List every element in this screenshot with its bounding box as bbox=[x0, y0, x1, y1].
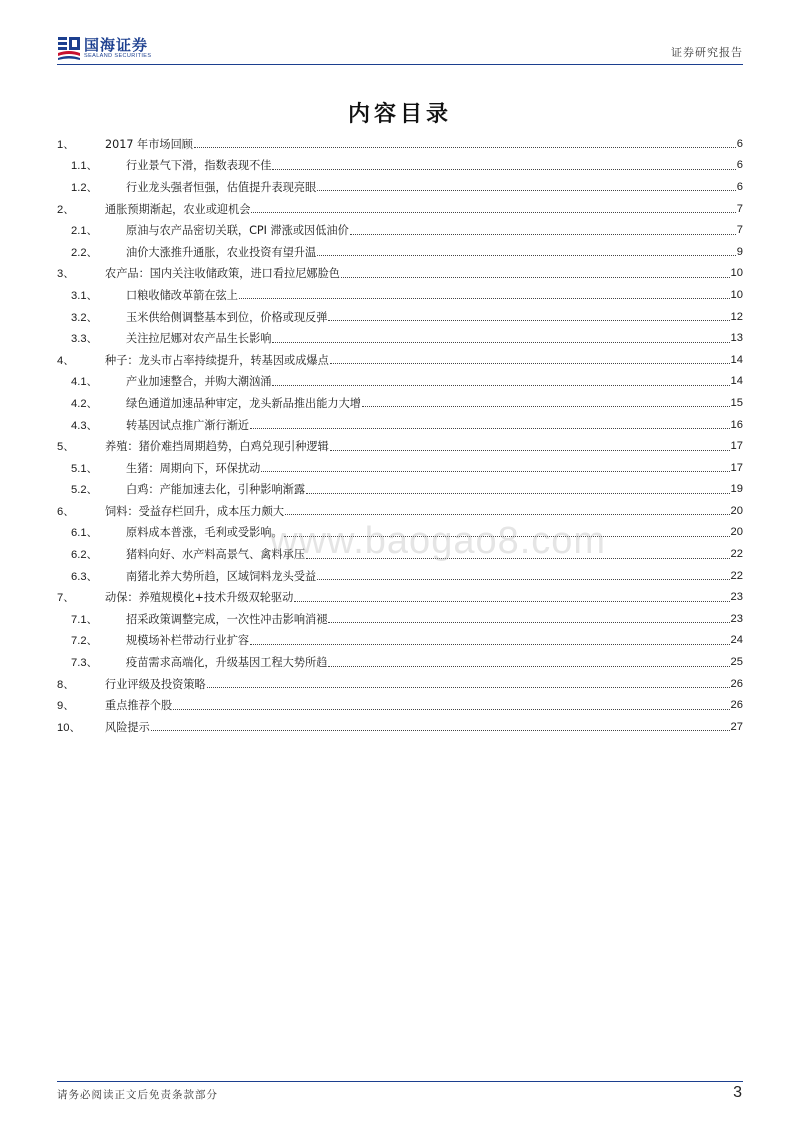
toc-dot-leader bbox=[306, 558, 730, 559]
toc-entry-title: 重点推荐个股 bbox=[105, 699, 173, 713]
toc-entry-number: 7、 bbox=[57, 592, 75, 605]
report-type-label: 证券研究报告 bbox=[671, 46, 743, 59]
toc-entry-number: 3、 bbox=[57, 268, 75, 281]
toc-entry-title: 动保：养殖规模化+技术升级双轮驱动 bbox=[105, 591, 294, 605]
toc-dot-leader bbox=[294, 601, 729, 602]
toc-entry-page: 20 bbox=[730, 526, 743, 539]
toc-entry-title: 原油与农产品密切关联，CPI 滞涨或因低油价 bbox=[126, 224, 349, 238]
toc-dot-leader bbox=[194, 147, 736, 148]
toc-dot-leader bbox=[151, 730, 730, 731]
toc-dot-leader bbox=[250, 644, 729, 645]
toc-entry-page: 6 bbox=[736, 180, 743, 193]
toc-entry[interactable] bbox=[57, 241, 743, 263]
toc-entry[interactable] bbox=[57, 543, 743, 565]
toc-entry-title: 规模场补栏带动行业扩容 bbox=[126, 634, 250, 648]
toc-entry-title: 招采政策调整完成，一次性冲击影响消褪 bbox=[126, 612, 328, 626]
toc-dot-leader bbox=[350, 234, 736, 235]
toc-entry-page: 27 bbox=[730, 720, 743, 733]
toc-entry-number: 3.3、 bbox=[71, 333, 98, 346]
toc-entry-page: 25 bbox=[730, 656, 743, 669]
toc-entry-page: 23 bbox=[730, 591, 743, 604]
toc-entry-number: 1.2、 bbox=[71, 181, 98, 194]
toc-dot-leader bbox=[330, 363, 730, 364]
toc-dot-leader bbox=[328, 622, 729, 623]
toc-entry-number: 6.2、 bbox=[71, 549, 98, 562]
toc-entry-page: 10 bbox=[730, 288, 743, 301]
toc-entry-title: 疫苗需求高端化，升级基因工程大势所趋 bbox=[126, 656, 328, 670]
toc-entry[interactable] bbox=[57, 219, 743, 241]
toc-entry-title: 南猪北养大势所趋，区域饲料龙头受益 bbox=[126, 569, 317, 583]
toc-entry-number: 6.1、 bbox=[71, 527, 98, 540]
toc-entry-number: 8、 bbox=[57, 678, 75, 691]
toc-entry[interactable] bbox=[57, 155, 743, 177]
toc-entry[interactable] bbox=[57, 392, 743, 414]
toc-entry-title: 行业景气下滑，指数表现不佳 bbox=[126, 159, 272, 173]
toc-entry-page: 13 bbox=[730, 332, 743, 345]
toc-entry-title: 原料成本普涨，毛利或受影响。 bbox=[126, 526, 283, 540]
toc-dot-leader bbox=[306, 493, 730, 494]
toc-dot-leader bbox=[317, 579, 729, 580]
toc-entry-title: 油价大涨推升通胀，农业投资有望升温 bbox=[126, 245, 317, 259]
toc-entry-page: 6 bbox=[736, 159, 743, 172]
toc-entry-number: 6、 bbox=[57, 505, 75, 518]
toc-entry-page: 9 bbox=[736, 245, 743, 258]
toc-dot-leader bbox=[328, 666, 729, 667]
toc-entry-number: 6.3、 bbox=[71, 570, 98, 583]
toc-entry[interactable] bbox=[57, 176, 743, 198]
toc-entry[interactable] bbox=[57, 694, 743, 716]
toc-entry-page: 26 bbox=[730, 699, 743, 712]
toc-entry[interactable] bbox=[57, 327, 743, 349]
toc-dot-leader bbox=[330, 450, 730, 451]
page-number: 3 bbox=[733, 1084, 742, 1101]
toc-entry-page: 7 bbox=[736, 202, 743, 215]
toc-entry-number: 2、 bbox=[57, 203, 75, 216]
toc-entry[interactable] bbox=[57, 608, 743, 630]
toc-entry-page: 7 bbox=[736, 224, 743, 237]
toc-dot-leader bbox=[173, 709, 729, 710]
toc-dot-leader bbox=[251, 212, 735, 213]
toc-entry-number: 9、 bbox=[57, 700, 75, 713]
table-of-contents bbox=[57, 133, 743, 738]
toc-entry-number: 3.2、 bbox=[71, 311, 98, 324]
toc-entry-page: 16 bbox=[730, 418, 743, 431]
toc-entry-page: 14 bbox=[730, 375, 743, 388]
toc-entry-title: 口粮收储改革箭在弦上 bbox=[126, 288, 238, 302]
toc-entry-page: 6 bbox=[736, 137, 743, 150]
toc-entry-page: 15 bbox=[730, 396, 743, 409]
toc-entry-title: 种子：龙头市占率持续提升，转基因或成爆点 bbox=[105, 353, 329, 367]
toc-entry-title: 转基因试点推广渐行渐近 bbox=[126, 418, 250, 432]
toc-entry-number: 5、 bbox=[57, 441, 75, 454]
toc-entry[interactable] bbox=[57, 651, 743, 673]
toc-entry-number: 4.2、 bbox=[71, 397, 98, 410]
toc-entry-page: 10 bbox=[730, 267, 743, 280]
toc-entry-number: 1.1、 bbox=[71, 160, 98, 173]
toc-entry-number: 10、 bbox=[57, 721, 81, 734]
toc-entry[interactable] bbox=[57, 630, 743, 652]
toc-entry-page: 17 bbox=[730, 461, 743, 474]
toc-entry-title: 风险提示 bbox=[105, 720, 150, 734]
toc-entry-title: 通胀预期渐起，农业或迎机会 bbox=[105, 202, 251, 216]
toc-entry[interactable] bbox=[57, 198, 743, 220]
toc-entry-number: 5.2、 bbox=[71, 484, 98, 497]
toc-entry[interactable] bbox=[57, 371, 743, 393]
toc-entry[interactable] bbox=[57, 414, 743, 436]
toc-dot-leader bbox=[272, 385, 729, 386]
toc-entry-number: 5.1、 bbox=[71, 462, 98, 475]
toc-dot-leader bbox=[328, 320, 729, 321]
toc-entry-page: 22 bbox=[730, 548, 743, 561]
toc-dot-leader bbox=[317, 190, 736, 191]
toc-entry-page: 14 bbox=[730, 353, 743, 366]
toc-dot-leader bbox=[285, 514, 730, 515]
toc-entry-title: 产业加速整合，并购大潮汹涌 bbox=[126, 375, 272, 389]
brand-name-en: SEALAND SECURITIES bbox=[84, 53, 152, 59]
toc-entry-title: 2017 年市场回顾 bbox=[105, 137, 193, 151]
toc-entry-number: 7.2、 bbox=[71, 635, 98, 648]
toc-entry[interactable] bbox=[57, 673, 743, 695]
toc-entry-number: 4.3、 bbox=[71, 419, 98, 432]
toc-entry-title: 行业评级及投资策略 bbox=[105, 677, 206, 691]
company-logo bbox=[57, 33, 257, 63]
toc-dot-leader bbox=[362, 406, 730, 407]
footer-disclaimer: 请务必阅读正文后免责条款部分 bbox=[57, 1089, 218, 1101]
toc-entry[interactable] bbox=[57, 522, 743, 544]
toc-entry[interactable] bbox=[57, 133, 743, 155]
toc-entry-title: 行业龙头强者恒强，估值提升表现亮眼 bbox=[126, 180, 317, 194]
toc-dot-leader bbox=[284, 536, 730, 537]
page-header bbox=[57, 30, 743, 64]
toc-entry-number: 4、 bbox=[57, 354, 75, 367]
toc-entry[interactable] bbox=[57, 284, 743, 306]
toc-dot-leader bbox=[341, 277, 730, 278]
toc-entry-number: 4.1、 bbox=[71, 376, 98, 389]
toc-entry[interactable] bbox=[57, 716, 743, 738]
toc-entry-title: 白鸡：产能加速去化，引种影响渐露 bbox=[126, 483, 306, 497]
toc-dot-leader bbox=[207, 687, 730, 688]
toc-dot-leader bbox=[272, 342, 729, 343]
toc-entry[interactable] bbox=[57, 565, 743, 587]
toc-entry-title: 农产品：国内关注收储政策，进口看拉尼娜脸色 bbox=[105, 267, 340, 281]
brand-name-cn: 国海证券 bbox=[84, 36, 149, 54]
toc-dot-leader bbox=[317, 255, 736, 256]
toc-dot-leader bbox=[261, 471, 729, 472]
toc-entry-page: 19 bbox=[730, 483, 743, 496]
toc-entry-page: 26 bbox=[730, 677, 743, 690]
toc-entry-number: 2.1、 bbox=[71, 225, 98, 238]
sealand-logo-icon bbox=[57, 35, 81, 61]
toc-entry-title: 猪料向好、水产料高景气、禽料承压 bbox=[126, 548, 306, 562]
toc-entry-number: 1、 bbox=[57, 138, 75, 151]
toc-entry[interactable] bbox=[57, 586, 743, 608]
toc-entry[interactable] bbox=[57, 479, 743, 501]
toc-entry-title: 生猪：周期向下，环保扰动 bbox=[126, 461, 261, 475]
toc-entry[interactable] bbox=[57, 457, 743, 479]
toc-entry-number: 7.1、 bbox=[71, 613, 98, 626]
toc-entry-number: 3.1、 bbox=[71, 289, 98, 302]
toc-entry-page: 24 bbox=[730, 634, 743, 647]
toc-entry-title: 玉米供给侧调整基本到位，价格或现反弹 bbox=[126, 310, 328, 324]
header-divider bbox=[57, 64, 743, 65]
toc-entry-title: 关注拉尼娜对农产品生长影响 bbox=[126, 332, 272, 346]
toc-entry-title: 绿色通道加速品种审定，龙头新品推出能力大增 bbox=[126, 396, 361, 410]
toc-entry[interactable] bbox=[57, 435, 743, 457]
watermark: www.baogao8.com bbox=[270, 520, 607, 562]
toc-entry[interactable] bbox=[57, 349, 743, 371]
toc-entry-page: 22 bbox=[730, 569, 743, 582]
toc-entry-page: 12 bbox=[730, 310, 743, 323]
toc-dot-leader bbox=[250, 428, 729, 429]
toc-dot-leader bbox=[239, 298, 730, 299]
toc-entry[interactable] bbox=[57, 500, 743, 522]
toc-entry-title: 养殖：猪价难挡周期趋势，白鸡兑现引种逻辑 bbox=[105, 440, 329, 454]
toc-entry-number: 2.2、 bbox=[71, 246, 98, 259]
toc-entry-number: 7.3、 bbox=[71, 657, 98, 670]
toc-dot-leader bbox=[272, 169, 735, 170]
footer-divider bbox=[57, 1081, 743, 1082]
toc-title: 内容目录 bbox=[347, 102, 452, 127]
toc-entry-page: 20 bbox=[730, 504, 743, 517]
toc-entry[interactable] bbox=[57, 263, 743, 285]
toc-entry[interactable] bbox=[57, 306, 743, 328]
toc-entry-title: 饲料：受益存栏回升，成本压力颇大 bbox=[105, 504, 285, 518]
toc-entry-page: 23 bbox=[730, 612, 743, 625]
toc-entry-page: 17 bbox=[730, 440, 743, 453]
